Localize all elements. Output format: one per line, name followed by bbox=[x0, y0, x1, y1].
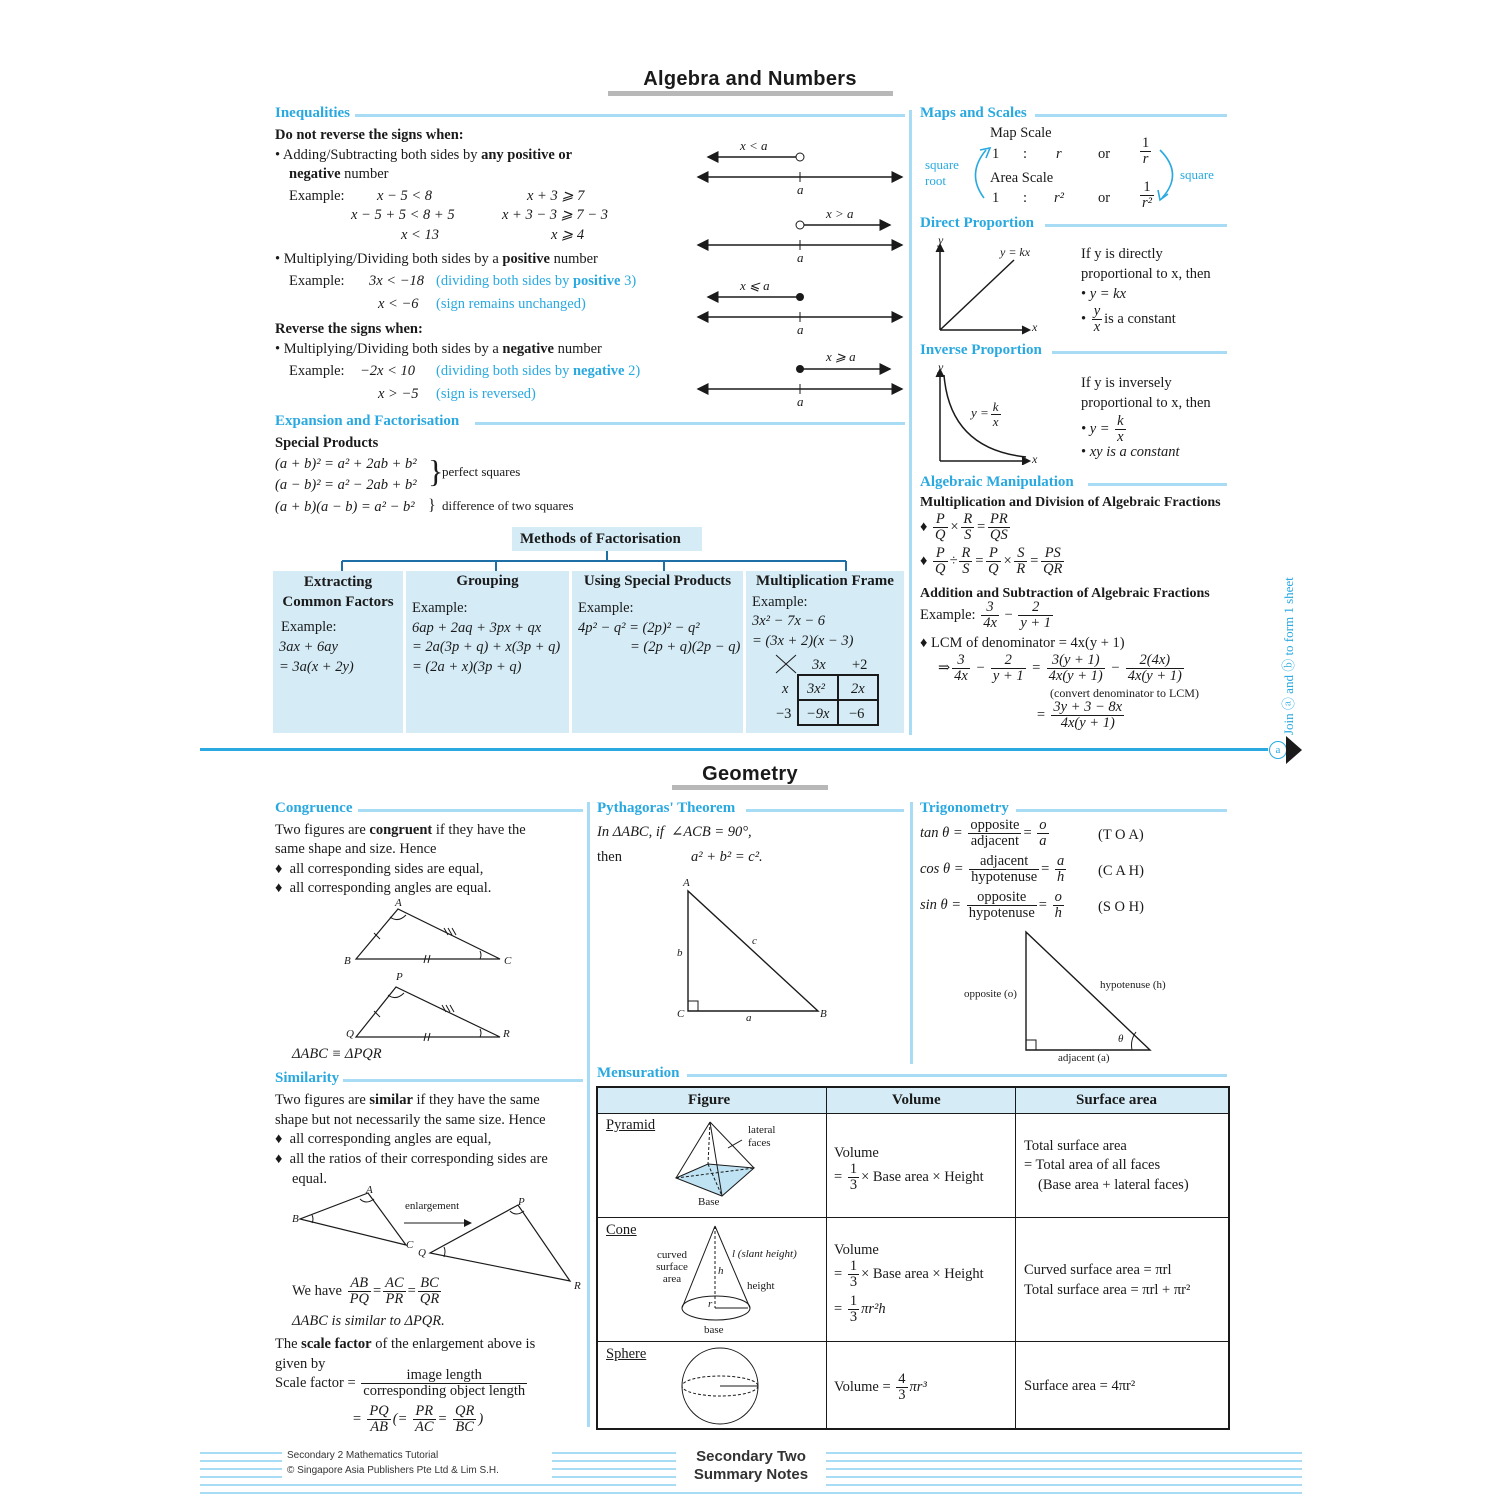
sim-we-have: We have $\frac{AB}{PQ}$ = $\frac{AC}{PR}$ = $\frac{BC}{QR}$ bbox=[292, 1275, 440, 1308]
ex3-line1: 3x < −18 bbox=[369, 273, 425, 289]
sim-B: B bbox=[292, 1213, 299, 1225]
ineq-bullet-1b: negative number bbox=[289, 166, 389, 182]
direct-graph-label: y = kx bbox=[1000, 245, 1031, 259]
map-scale-label: Map Scale bbox=[990, 125, 1052, 141]
ex2-line3: x ⩾ 4 bbox=[551, 227, 585, 243]
congruence-rule bbox=[358, 809, 583, 812]
cone-base: base bbox=[704, 1324, 724, 1336]
inverse-heading: Inverse Proportion bbox=[920, 342, 1042, 358]
pyth-l2: then bbox=[597, 849, 622, 865]
cong-P: P bbox=[396, 971, 403, 983]
pythagoras-heading: Pythagoras' Theorem bbox=[597, 800, 736, 816]
direct-rule bbox=[1045, 224, 1227, 227]
box2-l1: Example: bbox=[412, 600, 468, 616]
join-arrow-icon bbox=[1286, 736, 1304, 764]
footer-small-1: Secondary 2 Mathematics Tutorial bbox=[287, 1450, 439, 1461]
ex3-note: (dividing both sides by positive 3) bbox=[436, 273, 637, 289]
ex6-line1: x > −5 bbox=[378, 386, 419, 402]
sim-sf-ratios: = $\frac{PQ}{AB}$ (= $\frac{PR}{AC}$ = $\frac{QR}{BC}$ ) bbox=[352, 1403, 484, 1436]
sphere-vol: Volume = $\frac{4}{3}$ πr³ bbox=[834, 1371, 927, 1404]
ineq-bullet-2: • Multiplying/Dividing both sides by a positive number bbox=[275, 251, 598, 267]
ex5-note: (dividing both sides by negative 2) bbox=[436, 363, 641, 379]
pyramid-lateral: lateral faces bbox=[748, 1124, 776, 1149]
inverse-y-axis: y bbox=[938, 360, 944, 374]
sim-sf-1: The scale factor of the enlargement above is bbox=[275, 1336, 536, 1352]
cone-vol-3: = $\frac{1}{3}$ πr²h bbox=[834, 1293, 886, 1326]
cone-height: height bbox=[747, 1280, 775, 1292]
pyth-l2b: a² + b² = c². bbox=[691, 849, 763, 865]
brace-2: } bbox=[428, 497, 436, 514]
ex1-line1: x − 5 < 8 bbox=[377, 188, 433, 204]
cone-name: Cone bbox=[606, 1222, 637, 1238]
trig-cah: (C A H) bbox=[1098, 863, 1144, 879]
map-or: or bbox=[1098, 146, 1111, 162]
mensuration-heading: Mensuration bbox=[597, 1065, 680, 1081]
frame-r1: x bbox=[782, 681, 789, 697]
trig-toa: (T O A) bbox=[1098, 827, 1144, 843]
box2-l3: = 2a(3p + q) + x(3p + q) bbox=[412, 639, 561, 655]
map-frac: $\frac{1}{r}$ bbox=[1142, 135, 1150, 168]
difference-squares: difference of two squares bbox=[442, 498, 574, 513]
ex1-line2: x − 5 + 5 < 8 + 5 bbox=[351, 207, 455, 223]
congruent-triangles bbox=[340, 895, 520, 1045]
area-r2: r² bbox=[1054, 190, 1064, 206]
ex-label-2: Example: bbox=[289, 273, 345, 289]
sqrt-label-2: root bbox=[925, 173, 946, 188]
algmanip-rule bbox=[1088, 483, 1227, 486]
pythagoras-rule bbox=[746, 809, 904, 812]
methods-connector bbox=[330, 551, 860, 573]
trig-sin: sin θ = $\frac{\text{opposite}}{\text{hypotenuse}}$ = $\frac{o}{h}$ bbox=[920, 889, 1062, 922]
cong-p1: Two figures are congruent if they have the bbox=[275, 822, 526, 838]
direct-l2: proportional to x, then bbox=[1081, 266, 1211, 282]
cone-slant: l (slant height) bbox=[732, 1248, 797, 1260]
maps-heading: Maps and Scales bbox=[920, 105, 1027, 121]
cong-b2: ♦ all corresponding angles are equal. bbox=[275, 880, 492, 896]
area-one: 1 bbox=[992, 190, 1000, 206]
alg-div-formula: ♦ $\frac{P}{Q}$ ÷ $\frac{R}{S}$ = $\frac{P}{Q}$ × $\frac{S}{R}$ = $\frac{PS}{QR}$ bbox=[920, 545, 1063, 578]
map-colon: : bbox=[1023, 146, 1028, 162]
sim-b2b: equal. bbox=[292, 1171, 328, 1187]
product-2: (a − b)² = a² − 2ab + b² bbox=[275, 477, 417, 493]
pyramid-sa-1: Total surface area bbox=[1024, 1138, 1127, 1154]
ex4-note: (sign remains unchanged) bbox=[436, 296, 586, 312]
sim-R: R bbox=[574, 1280, 581, 1292]
box4-l3: = (3x + 2)(x − 3) bbox=[752, 633, 854, 649]
box2-l2: 6ap + 2aq + 3px + qx bbox=[412, 620, 542, 636]
pyth-C: C bbox=[677, 1008, 685, 1020]
trig-theta: θ bbox=[1118, 1033, 1124, 1045]
similarity-heading: Similarity bbox=[275, 1070, 340, 1086]
alg-lcm: ♦ LCM of denominator = 4x(y + 1) bbox=[920, 635, 1125, 651]
direct-y-axis: y bbox=[938, 233, 944, 247]
alg-mult-formula: ♦ $\frac{P}{Q}$ × $\frac{R}{S}$ = $\frac{PR}{QS}$ bbox=[920, 511, 1008, 544]
alg-step1: ⇒ $\frac{3}{4x}$ − $\frac{2}{y + 1}$ = $\frac{3(y + 1)}{4x(y + 1)}$ − $\frac{2(4x)}{4x(y + 1)}$ bbox=[938, 652, 1182, 685]
cone-r: r bbox=[708, 1298, 713, 1310]
nl1-label: x < a bbox=[740, 138, 768, 153]
ex-label-1: Example: bbox=[289, 188, 345, 204]
trig-tan: tan θ = $\frac{\text{opposite}}{\text{adjacent}}$ = $\frac{o}{a}$ bbox=[920, 817, 1047, 850]
inequalities-rule bbox=[355, 114, 905, 117]
sim-similar-to: ΔABC is similar to ΔPQR. bbox=[292, 1313, 445, 1329]
similarity-rule bbox=[343, 1079, 583, 1082]
box2-title: Grouping bbox=[456, 573, 519, 589]
nl3-label: x ⩽ a bbox=[740, 278, 770, 293]
nl4-label: x ⩾ a bbox=[826, 349, 856, 364]
map-r: r bbox=[1056, 146, 1062, 162]
maps-rule bbox=[1035, 114, 1227, 117]
footer-big-1: Secondary Two bbox=[696, 1448, 806, 1465]
sphere-shape bbox=[678, 1346, 762, 1426]
box1-title: Extracting Common Factors bbox=[282, 574, 394, 610]
inequalities-heading: Inequalities bbox=[275, 105, 351, 121]
pyth-b: b bbox=[677, 947, 683, 959]
cone-vol-2: = $\frac{1}{3}$ × Base area × Height bbox=[834, 1258, 984, 1291]
alg-add-sub: Addition and Subtraction of Algebraic Fractions bbox=[920, 586, 1210, 601]
direct-heading: Direct Proportion bbox=[920, 215, 1035, 231]
trig-soh: (S O H) bbox=[1098, 899, 1144, 915]
sphere-name: Sphere bbox=[606, 1346, 647, 1362]
inverse-graph-label: y = $\frac{k}{x}$ bbox=[971, 399, 999, 429]
map-one: 1 bbox=[992, 146, 1000, 162]
pyramid-vol-2: = $\frac{1}{3}$ × Base area × Height bbox=[834, 1161, 984, 1194]
sphere-sa: Surface area = 4πr² bbox=[1024, 1378, 1136, 1394]
trig-cos: cos θ = $\frac{\text{adjacent}}{\text{hypotenuse}}$ = $\frac{a}{h}$ bbox=[920, 853, 1065, 886]
area-frac: $\frac{1}{\text{r²}}$ bbox=[1142, 179, 1152, 212]
geometry-title-bar bbox=[672, 785, 828, 790]
do-not-reverse: Do not reverse the signs when: bbox=[275, 127, 464, 143]
frame-v12: 2x bbox=[851, 681, 865, 697]
pyth-B: B bbox=[820, 1008, 827, 1020]
product-3: (a + b)(a − b) = a² − b² bbox=[275, 499, 415, 515]
cong-Q: Q bbox=[346, 1028, 354, 1040]
trig-rule bbox=[1016, 809, 1227, 812]
sim-b2: ♦ all the ratios of their corresponding sides are bbox=[275, 1151, 548, 1167]
box1-l2: 3ax + 6ay bbox=[279, 639, 338, 655]
direct-x-axis: x bbox=[1032, 320, 1038, 334]
footer-small-2: © Singapore Asia Publishers Pte Ltd & Lim S.H. bbox=[287, 1465, 499, 1476]
footer-big-2: Summary Notes bbox=[693, 1466, 809, 1483]
pyth-A: A bbox=[683, 877, 690, 889]
product-1: (a + b)² = a² + 2ab + b² bbox=[275, 456, 417, 472]
sim-P: P bbox=[518, 1196, 525, 1208]
cone-vol-1: Volume bbox=[834, 1242, 879, 1258]
sim-Q: Q bbox=[418, 1247, 426, 1259]
frame-c2: +2 bbox=[852, 657, 868, 673]
frame-v22: −6 bbox=[849, 706, 865, 722]
cone-sa-cell bbox=[1016, 1218, 1228, 1342]
box4-title: Multiplication Frame bbox=[756, 573, 894, 589]
box4-l2: 3x² − 7x − 6 bbox=[752, 613, 826, 629]
nl4-a: a bbox=[797, 394, 804, 409]
frame-r2: −3 bbox=[776, 706, 792, 722]
sqrt-label-1: square bbox=[925, 157, 959, 172]
ex5-line1: −2x < 10 bbox=[360, 363, 416, 379]
nl2-a: a bbox=[797, 250, 804, 265]
box4-l1: Example: bbox=[752, 594, 808, 610]
inverse-b2: • xy is a constant bbox=[1081, 444, 1180, 460]
frame-c1: 3x bbox=[812, 657, 826, 673]
area-or: or bbox=[1098, 190, 1111, 206]
congruence-heading: Congruence bbox=[275, 800, 353, 816]
methods-label: Methods of Factorisation bbox=[520, 531, 681, 547]
ex2-line2: x + 3 − 3 ⩾ 7 − 3 bbox=[502, 207, 608, 223]
square-label: square bbox=[1180, 167, 1214, 182]
side-note: Join ⓐ and ⓑ to form 1 sheet bbox=[1281, 577, 1296, 735]
inverse-rule bbox=[1052, 351, 1227, 354]
box2-l4: = (2a + x)(3p + q) bbox=[412, 659, 522, 675]
cong-R: R bbox=[503, 1028, 510, 1040]
expansion-heading: Expansion and Factorisation bbox=[275, 413, 460, 429]
cone-curved: curved surface area bbox=[656, 1249, 688, 1286]
cong-C: C bbox=[504, 955, 512, 967]
box3-title: Using Special Products bbox=[583, 573, 732, 589]
box1-l3: = 3a(x + 2y) bbox=[279, 659, 354, 675]
nl2-label: x > a bbox=[826, 206, 854, 221]
sim-p2: shape but not necessarily the same size. Hence bbox=[275, 1112, 546, 1128]
mens-h-figure: Figure bbox=[688, 1092, 731, 1108]
ex4-line1: x < −6 bbox=[378, 296, 419, 312]
inverse-b1: • y = $\frac{k}{x}$ bbox=[1081, 413, 1124, 446]
geo-divider-2 bbox=[910, 802, 913, 1064]
mens-h-surface: Surface area bbox=[1076, 1092, 1157, 1108]
trig-heading: Trigonometry bbox=[920, 800, 1009, 816]
algmanip-heading: Algebraic Manipulation bbox=[920, 474, 1074, 490]
direct-b1: • y = kx bbox=[1081, 286, 1127, 302]
algebra-column-divider bbox=[909, 110, 912, 735]
sim-C: C bbox=[406, 1239, 414, 1251]
cong-b1: ♦ all corresponding sides are equal, bbox=[275, 861, 484, 877]
sim-sf-formula: Scale factor = $\frac{\text{image length}}{\text{corresponding object length}}$ bbox=[275, 1367, 526, 1400]
expansion-rule bbox=[475, 422, 905, 425]
direct-b2: • $\frac{y}{x}$ is a constant bbox=[1081, 303, 1176, 336]
nl1-a: a bbox=[797, 182, 804, 197]
pythagoras-triangle bbox=[680, 885, 825, 1015]
ineq-bullet-3: • Multiplying/Dividing both sides by a negative number bbox=[275, 341, 602, 357]
pyramid-base: Base bbox=[698, 1196, 720, 1208]
trig-lbl-opp: opposite (o) bbox=[964, 988, 1017, 1000]
inverse-x-axis: x bbox=[1032, 452, 1038, 466]
pyramid-sa-2: = Total area of all faces bbox=[1024, 1157, 1161, 1173]
ex2-line1: x + 3 ⩾ 7 bbox=[527, 188, 585, 204]
nl3-a: a bbox=[797, 322, 804, 337]
side-mark: a bbox=[1269, 741, 1287, 759]
ex-label-3: Example: bbox=[289, 363, 345, 379]
inverse-l1: If y is inversely bbox=[1081, 375, 1172, 391]
trig-lbl-adj: adjacent (a) bbox=[1058, 1052, 1110, 1064]
cone-sa-1: Curved surface area = πrl bbox=[1024, 1262, 1172, 1278]
sim-sf-2: given by bbox=[275, 1356, 326, 1372]
cone-sa-2: Total surface area = πrl + πr² bbox=[1024, 1282, 1191, 1298]
enlargement-label: enlargement bbox=[405, 1200, 460, 1212]
algebra-title: Algebra and Numbers bbox=[643, 68, 857, 90]
pyramid-sa-3: (Base area + lateral faces) bbox=[1038, 1177, 1189, 1193]
pyth-l1: In ΔABC, if ∠ACB = 90°, bbox=[597, 824, 752, 840]
special-products: Special Products bbox=[275, 435, 379, 451]
ex1-line3: x < 13 bbox=[401, 227, 439, 243]
reverse-heading: Reverse the signs when: bbox=[275, 321, 423, 337]
sim-b1: ♦ all corresponding angles are equal, bbox=[275, 1131, 492, 1147]
box3-l3: = (2p + q)(2p − q) bbox=[630, 639, 741, 655]
box3-l1: Example: bbox=[578, 600, 634, 616]
ex6-note: (sign is reversed) bbox=[436, 386, 536, 402]
mensuration-rule bbox=[687, 1074, 1227, 1077]
trig-lbl-hyp: hypotenuse (h) bbox=[1100, 979, 1166, 991]
ineq-bullet-1: • Adding/Subtracting both sides by any positive or bbox=[275, 147, 573, 163]
area-scale-label: Area Scale bbox=[990, 170, 1054, 186]
alg-example: Example: $\frac{3}{4x}$ − $\frac{2}{y + 1}$ bbox=[920, 599, 1052, 632]
scale-arrows bbox=[962, 140, 1187, 210]
algebra-title-bar bbox=[608, 91, 893, 96]
mens-h-volume: Volume bbox=[892, 1092, 941, 1108]
box3-l2: 4p² − q² = (2p)² − q² bbox=[578, 620, 700, 636]
number-lines-diagram bbox=[690, 130, 910, 415]
cong-B: B bbox=[344, 955, 351, 967]
cong-A: A bbox=[395, 897, 402, 909]
frame-v11: 3x² bbox=[807, 681, 826, 697]
perfect-squares: perfect squares bbox=[442, 464, 521, 479]
footer-stripe-6 bbox=[200, 1492, 1302, 1494]
section-divider bbox=[200, 748, 1268, 751]
sim-A: A bbox=[366, 1184, 373, 1196]
inverse-l2: proportional to x, then bbox=[1081, 395, 1211, 411]
cong-caption: ΔABC ≡ ΔPQR bbox=[292, 1046, 382, 1062]
brace-1: } bbox=[428, 453, 444, 489]
alg-step2: = $\frac{3y + 3 - 8x}{4x(y + 1)}$ bbox=[1036, 699, 1123, 732]
alg-mult-div: Multiplication and Division of Algebraic Fractions bbox=[920, 495, 1221, 510]
direct-l1: If y is directly bbox=[1081, 246, 1163, 262]
pyramid-name: Pyramid bbox=[606, 1117, 656, 1133]
alg-convert: (convert denominator to LCM) bbox=[1050, 686, 1199, 700]
pyramid-vol-1: Volume bbox=[834, 1145, 879, 1161]
cong-p2: same shape and size. Hence bbox=[275, 841, 437, 857]
box1-l1: Example: bbox=[281, 619, 337, 635]
geo-divider-1 bbox=[587, 802, 590, 1427]
frame-v21: −9x bbox=[806, 706, 830, 722]
geometry-title: Geometry bbox=[702, 763, 798, 785]
pyth-c: c bbox=[752, 935, 757, 947]
pyth-a: a bbox=[746, 1012, 752, 1024]
sim-p1: Two figures are similar if they have the same bbox=[275, 1092, 540, 1108]
cone-h: h bbox=[718, 1265, 724, 1277]
area-colon: : bbox=[1023, 190, 1028, 206]
